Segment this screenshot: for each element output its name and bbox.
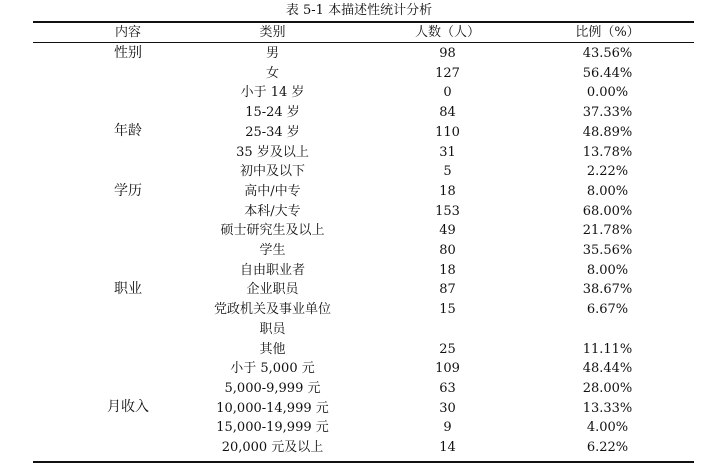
- cell-count: 110: [435, 124, 460, 140]
- cell-percent: 68.00%: [582, 203, 633, 219]
- cell-percent: [540, 320, 675, 340]
- cell-category: 35 岁及以上: [236, 144, 309, 160]
- cell-count: 84: [439, 105, 456, 121]
- cell-percent: 37.33%: [582, 105, 633, 121]
- cell-category: 女: [265, 65, 279, 81]
- cell-percent: 28.00%: [582, 380, 633, 396]
- cell-count: 14: [439, 440, 456, 455]
- cell-category: 本科/大专: [244, 203, 301, 219]
- cell-percent: 48.89%: [582, 124, 633, 140]
- cell-percent: 0.00%: [586, 85, 629, 101]
- cell-count: 153: [435, 203, 460, 219]
- cell-category: 5,000-9,999 元: [224, 380, 321, 396]
- cell-percent: 6.67%: [586, 302, 629, 318]
- cell-percent: 13.33%: [582, 400, 633, 416]
- cell-count: 31: [439, 144, 456, 160]
- cell-count: 18: [439, 262, 456, 278]
- cell-category: 男: [265, 46, 279, 61]
- header-count: 人数（人）: [414, 25, 480, 40]
- group-label-occupation: 职业: [114, 281, 142, 297]
- header-category: 类别: [259, 25, 286, 40]
- cell-count: 80: [439, 243, 456, 258]
- cell-percent: 48.44%: [582, 361, 633, 377]
- cell-count: [380, 320, 515, 340]
- cell-category: 15-24 岁: [245, 105, 300, 121]
- cell-percent: 8.00%: [586, 183, 629, 199]
- cell-count: 49: [439, 223, 456, 239]
- table-header-rule: [33, 42, 694, 43]
- cell-category: 15,000-19,999 元: [216, 420, 329, 436]
- cell-category: 小于 5,000 元: [230, 361, 315, 377]
- cell-count: 98: [439, 46, 456, 61]
- cell-category: 党政机关及事业单位: [213, 302, 331, 318]
- cell-count: 9: [443, 420, 452, 436]
- header-percent: 比例（%）: [575, 25, 640, 40]
- cell-percent: 4.00%: [586, 420, 629, 436]
- cell-count: 0: [443, 85, 452, 101]
- table-bottom-rule: [33, 461, 694, 463]
- cell-category: 学生: [259, 243, 286, 258]
- cell-percent: 38.67%: [582, 282, 633, 298]
- cell-count: 15: [439, 302, 456, 318]
- cell-percent: 8.00%: [586, 262, 629, 278]
- cell-count: 5: [443, 164, 452, 180]
- cell-count: 25: [439, 341, 456, 357]
- cell-count: 87: [439, 282, 456, 298]
- cell-count: 30: [439, 400, 456, 416]
- cell-percent: 2.22%: [586, 164, 629, 180]
- cell-count: 109: [435, 361, 460, 377]
- group-label-education: 学历: [114, 183, 142, 199]
- cell-percent: 13.78%: [582, 144, 633, 160]
- cell-count: 18: [439, 183, 456, 199]
- cell-category: 硕士研究生及以上: [220, 223, 325, 239]
- cell-count: 63: [439, 380, 456, 396]
- cell-category: 企业职员: [246, 282, 299, 298]
- group-label-income: 月收入: [107, 399, 149, 415]
- cell-category: 其他: [259, 341, 286, 357]
- cell-percent: 56.44%: [582, 65, 633, 81]
- cell-percent: 35.56%: [582, 243, 633, 258]
- cell-category: 25-34 岁: [245, 124, 300, 140]
- cell-percent: 43.56%: [582, 46, 633, 61]
- cell-percent: 11.11%: [582, 341, 633, 357]
- cell-category: 10,000-14,999 元: [216, 400, 329, 416]
- cell-category: 初中及以下: [239, 164, 305, 180]
- group-label-gender: 性别: [114, 45, 142, 61]
- cell-percent: 6.22%: [586, 440, 629, 455]
- cell-category: 自由职业者: [239, 262, 305, 278]
- group-label-age: 年龄: [114, 123, 142, 139]
- cell-category: 职员: [259, 321, 286, 337]
- cell-category: 高中/中专: [244, 183, 301, 199]
- cell-category: 小于 14 岁: [240, 85, 305, 101]
- table-caption: 表 5-1 本描述性统计分析: [285, 3, 433, 18]
- cell-percent: 21.78%: [582, 223, 633, 239]
- cell-category: 20,000 元及以上: [221, 440, 324, 455]
- cell-count: 127: [435, 65, 460, 81]
- header-content: 内容: [114, 25, 141, 40]
